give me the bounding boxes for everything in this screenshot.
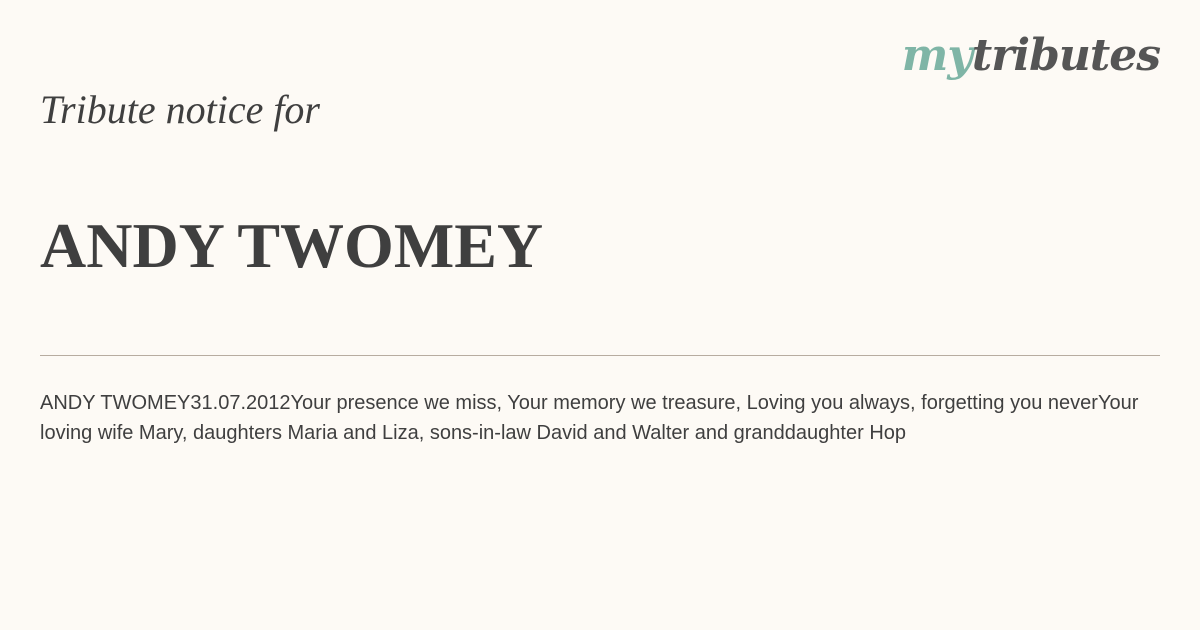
- tribute-intro-heading: Tribute notice for: [40, 87, 320, 132]
- logo-tributes-text: tributes: [971, 30, 1160, 81]
- mytributes-logo: [902, 30, 1160, 83]
- logo-my-text: my: [901, 30, 972, 81]
- deceased-name-title: ANDY TWOMEY: [40, 210, 544, 281]
- section-divider: [40, 355, 1160, 356]
- tribute-notice-text: ANDY TWOMEY31.07.2012Your presence we miss, Your memory we treasure, Loving you always, forgetting you neverYour loving wife Mary, daughters Maria and Liza, sons-in-law David and Walter and granddaughter Hop: [40, 392, 1139, 444]
